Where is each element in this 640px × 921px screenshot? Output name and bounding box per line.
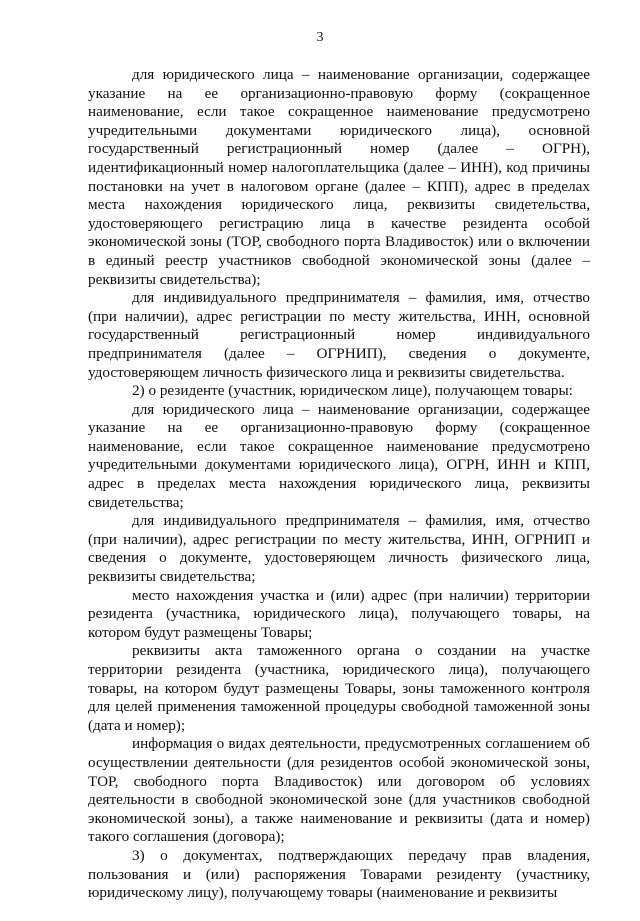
paragraph-legal-entity-resident: для юридического лица – наименование организации, содержащее указание на ее организационно-правовую форму (сокращенное наименование, если такое сокращенное наименование предусмотрено учредительными документами юридического лица), ОГРН, ИНН и КПП, адрес в пределах места нахождения юридического лица, реквизиты свидетельства;	[88, 400, 590, 511]
paragraph-legal-entity-sender: для юридического лица – наименование организации, содержащее указание на ее организационно-правовую форму (сокращенное наименование, если такое сокращенное наименование предусмотрено учредительными документами юридического лица), основной государственный регистрационный номер (далее – ОГРН), идентификационный номер налогоплательщика (далее – ИНН), код причины постановки на учет в налоговом органе (далее – КПП), адрес в пределах места нахождения юридического лица, реквизиты свидетельства, удостоверяющего регистрацию лица в качестве резидента особой экономической зоны (ТОР, свободного порта Владивосток) или о включении в единый реестр участников свободной экономической зоны (далее – реквизиты свидетельства);	[88, 66, 590, 288]
paragraph-resident-heading: 2) о резиденте (участник, юридическом лице), получающем товары:	[132, 382, 573, 400]
paragraph-ownership-documents: 3) о документах, подтверждающих передачу прав владения, пользования и (или) распоряжения Товарами резиденту (участнику, юридическому лицу), получающему товары (наименование и реквизиты	[88, 846, 590, 902]
paragraph-site-location: место нахождения участка и (или) адрес (при наличии) территории резидента (участника, юридического лица), получающего товары, на котором будут размещены Товары;	[88, 586, 590, 641]
paragraph-customs-act: реквизиты акта таможенного органа о создании на участке территории резидента (участника, юридического лица), получающего товары, на котором будут размещены Товары, зоны таможенного контроля для целей применения таможенной процедуры свободной таможенной зоны (дата и номер);	[88, 642, 590, 734]
paragraph-activity-info: информация о видах деятельности, предусмотренных соглашением об осуществлении деятельности (для резидентов особой экономической зоны, ТОР, свободного порта Владивосток) или договором об условиях деятельности в свободной экономической зоне (для участников свободной экономической зоны), а также наименование и реквизиты (дата и номер) такого соглашения (договора);	[88, 735, 590, 846]
paragraph-individual-entrepreneur-resident: для индивидуального предпринимателя – фамилия, имя, отчество (при наличии), адрес регистрации по месту жительства, ИНН, ОГРНИП и сведения о документе, удостоверяющем личность физического лица, реквизиты свидетельства;	[88, 512, 590, 586]
paragraph-individual-entrepreneur-sender: для индивидуального предпринимателя – фамилия, имя, отчество (при наличии), адрес регистрации по месту жительства, ИНН, основной государственный регистрационный номер индивидуального предпринимателя (далее – ОГРНИП), сведения о документе, удостоверяющем личность физического лица и реквизиты свидетельства.	[88, 289, 590, 381]
document-body	[88, 66, 590, 903]
page-number: 3	[316, 30, 324, 45]
